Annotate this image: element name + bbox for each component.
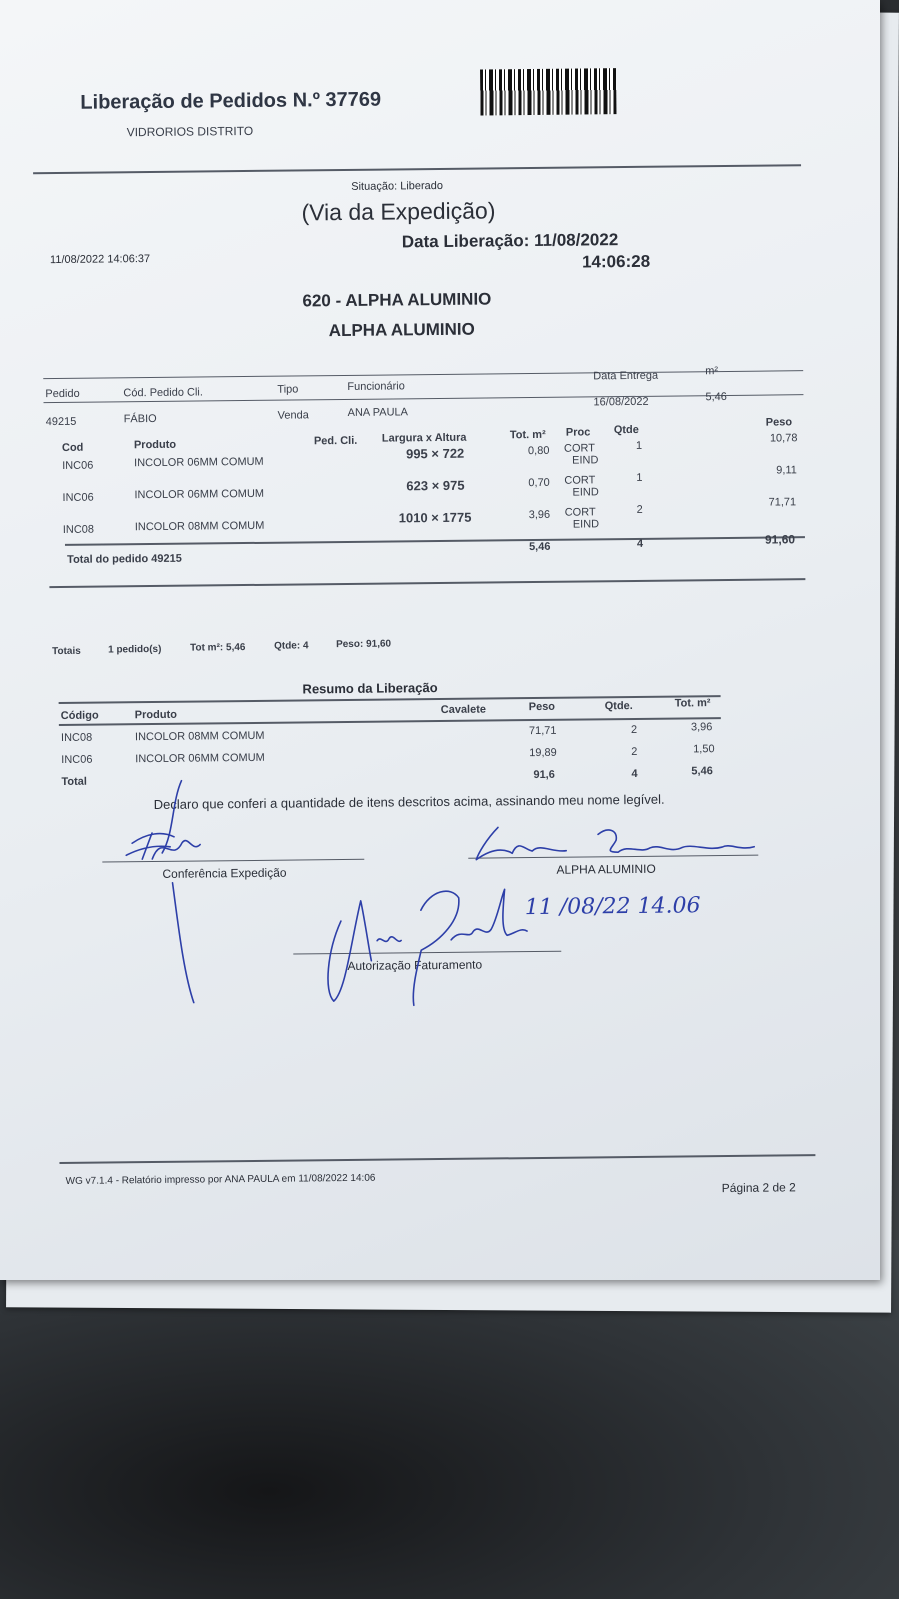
divider: [59, 1154, 815, 1164]
summary-total-peso: 91,6: [533, 768, 555, 782]
items-col-cod: Cod: [61, 441, 84, 454]
row-dims: 1010 × 1775: [398, 509, 472, 526]
signature-conferencia: [111, 772, 234, 1013]
divider: [49, 578, 805, 588]
summary-codigo: INC06: [61, 753, 93, 766]
divider: [43, 370, 803, 379]
row-tot: 0,70: [528, 476, 550, 490]
summary-total-label: Total: [61, 775, 87, 788]
signature-cliente: [468, 817, 769, 870]
totals-pedidos: 1 pedido(s): [108, 643, 162, 656]
col-funcionario: Funcionário: [347, 380, 405, 393]
totals-qtde: Qtde: 4: [273, 640, 309, 652]
barcode: [480, 68, 616, 115]
client-name: ALPHA ALUMINIO: [328, 319, 475, 341]
signature-autorizacao: [321, 879, 532, 1011]
row-cod: INC06: [62, 459, 94, 472]
order-total-m2: 5,46: [528, 540, 551, 554]
signature-label-cliente: ALPHA ALUMINIO: [556, 861, 656, 877]
footer-page-number: Página 2 de 2: [721, 1180, 796, 1196]
items-col-tot: Tot. m²: [509, 428, 546, 442]
summary-col-qtde: Qtde.: [604, 699, 633, 713]
row-qtde: 1: [636, 471, 643, 484]
summary-produto: INCOLOR 08MM COMUM: [134, 729, 265, 744]
footer-printed-by: WG v7.1.4 - Relatório impresso por ANA PAULA em 11/08/2022 14:06: [65, 1172, 376, 1187]
items-col-qtde: Qtde: [613, 423, 639, 437]
summary-qtde: 2: [630, 723, 638, 737]
summary-col-produto: Produto: [134, 708, 178, 722]
summary-col-codigo: Código: [60, 709, 99, 722]
client-code-name: 620 - ALPHA ALUMINIO: [302, 289, 492, 311]
items-col-ped-cli: Ped. Cli.: [313, 434, 358, 448]
row-peso: 71,71: [768, 496, 797, 509]
summary-title: Resumo da Liberação: [302, 680, 438, 697]
signature-label-autorizacao: Autorização Faturamento: [347, 957, 483, 973]
signature-label-conferencia: Conferência Expedição: [162, 865, 287, 881]
handwritten-date: 11 /08/22 14.06: [524, 893, 701, 921]
row-tot: 3,96: [528, 508, 551, 522]
summary-col-tot: Tot. m²: [674, 697, 711, 710]
divider: [33, 164, 801, 174]
summary-tot: 3,96: [690, 721, 713, 734]
release-date: Data Liberação: 11/08/2022: [401, 230, 619, 252]
row-tot: 0,80: [527, 444, 550, 458]
row-proc: CORT: [564, 506, 596, 519]
totals-m2: Tot m²: 5,46: [190, 642, 246, 654]
row-qtde: 2: [636, 503, 643, 516]
order-type: Venda: [277, 409, 309, 422]
declaration-text: Declaro que conferi a quantidade de itens descritos acima, assinando meu nome legível.: [153, 791, 665, 813]
company-name: VIDRORIOS DISTRITO: [126, 123, 254, 140]
summary-total-qtde: 4: [631, 767, 638, 781]
divider: [65, 536, 805, 546]
items-col-proc: Proc: [565, 426, 591, 439]
row-produto: INCOLOR 08MM COMUM: [134, 519, 265, 534]
summary-total-tot: 5,46: [691, 765, 713, 778]
row-dims: 623 × 975: [406, 477, 465, 494]
print-datetime: 11/08/2022 14:06:37: [49, 253, 151, 267]
order-total-label: Total do pedido 49215: [67, 552, 182, 566]
row-peso: 10,78: [769, 432, 798, 445]
summary-col-peso: Peso: [528, 700, 556, 714]
col-tipo: Tipo: [277, 383, 299, 396]
order-employee: ANA PAULA: [347, 406, 409, 419]
totals-peso: Peso: 91,60: [335, 638, 392, 651]
summary-peso: 19,89: [529, 746, 557, 760]
summary-tot: 1,50: [693, 743, 715, 756]
summary-qtde: 2: [631, 745, 638, 759]
row-dims: 995 × 722: [405, 445, 465, 462]
release-time: 14:06:28: [581, 251, 651, 272]
summary-produto: INCOLOR 06MM COMUM: [135, 751, 265, 766]
row-peso: 9,11: [776, 464, 797, 477]
summary-peso: 71,71: [528, 724, 557, 738]
document-title: Liberação de Pedidos N.º 37769: [80, 88, 382, 114]
row-proc2: EIND: [572, 518, 600, 531]
items-col-dims: Largura x Altura: [381, 431, 467, 445]
order-number: 49215: [45, 415, 77, 429]
items-col-peso: Peso: [765, 416, 793, 429]
row-proc2: EIND: [572, 486, 599, 499]
via-title: (Via da Expedição): [301, 197, 496, 226]
order-total-peso: 91,60: [764, 532, 796, 547]
order-m2: 5,46: [705, 390, 727, 404]
col-data-entrega: Data Entrega: [593, 369, 659, 383]
totals-label: Totais: [52, 645, 81, 658]
order-client-code: FÁBIO: [123, 412, 157, 426]
status-label: Situação: Liberado: [351, 179, 444, 193]
col-pedido: Pedido: [45, 387, 80, 401]
row-cod: INC06: [62, 491, 94, 504]
row-proc: CORT: [564, 474, 596, 487]
col-cod-pedido-cli: Cód. Pedido Cli.: [123, 386, 203, 400]
items-col-produto: Produto: [133, 438, 177, 452]
row-produto: INCOLOR 06MM COMUM: [134, 487, 265, 502]
order-delivery-date: 16/08/2022: [593, 395, 649, 409]
row-produto: INCOLOR 06MM COMUM: [134, 455, 264, 470]
col-m2: m²: [705, 365, 719, 378]
row-proc2: EIND: [572, 454, 599, 467]
summary-codigo: INC08: [60, 731, 93, 744]
row-qtde: 1: [635, 439, 643, 452]
row-proc: CORT: [563, 442, 596, 455]
summary-col-cavalete: Cavalete: [440, 703, 487, 716]
order-total-qtde: 4: [636, 537, 644, 550]
row-cod: INC08: [62, 523, 95, 536]
